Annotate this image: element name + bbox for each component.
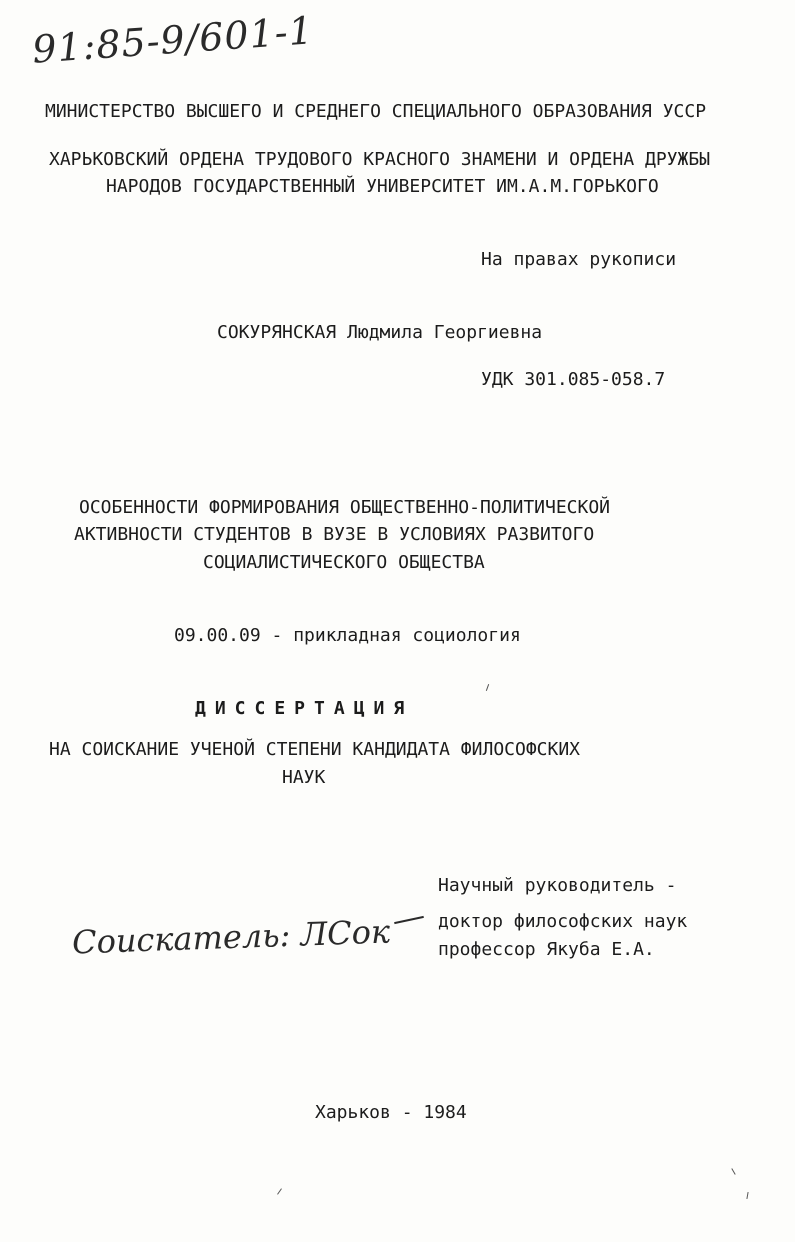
supervisor-line2: доктор философских наук bbox=[438, 911, 688, 932]
scan-speck bbox=[277, 1188, 282, 1194]
dissertation-title-line1: ОСОБЕННОСТИ ФОРМИРОВАНИЯ ОБЩЕСТВЕННО-ПОЛИТИЧЕСКОЙ bbox=[79, 497, 611, 518]
author-name: СОКУРЯНСКАЯ Людмила Георгиевна bbox=[217, 322, 543, 343]
dissertation-title-line3: СОЦИАЛИСТИЧЕСКОГО ОБЩЕСТВА bbox=[203, 552, 485, 573]
specialty-code: 09.00.09 - прикладная социология bbox=[174, 625, 521, 646]
scan-speck bbox=[486, 684, 489, 691]
supervisor-line3: профессор Якуба Е.А. bbox=[438, 939, 655, 960]
dissertation-title-line2: АКТИВНОСТИ СТУДЕНТОВ В ВУЗЕ В УСЛОВИЯХ РАЗВИТОГО bbox=[74, 524, 595, 545]
scan-speck bbox=[746, 1192, 748, 1199]
archive-handwritten-mark: 91:85-9/601-1 bbox=[30, 8, 316, 72]
applicant-signature: Соискатель: ЛСок bbox=[71, 912, 391, 962]
place-and-year: Харьков - 1984 bbox=[315, 1102, 467, 1123]
ministry-header: МИНИСТЕРСТВО ВЫСШЕГО И СРЕДНЕГО СПЕЦИАЛЬНОГО ОБРАЗОВАНИЯ УССР bbox=[45, 101, 707, 122]
degree-line1: НА СОИСКАНИЕ УЧЕНОЙ СТЕПЕНИ КАНДИДАТА ФИЛОСОФСКИХ bbox=[49, 739, 581, 760]
supervisor-line1: Научный руководитель - bbox=[438, 875, 677, 896]
university-name-line1: ХАРЬКОВСКИЙ ОРДЕНА ТРУДОВОГО КРАСНОГО ЗНАМЕНИ И ОРДЕНА ДРУЖБЫ bbox=[49, 149, 711, 170]
udc-code: УДК 301.085-058.7 bbox=[481, 369, 666, 390]
degree-line2: НАУК bbox=[282, 767, 326, 788]
scan-speck bbox=[731, 1168, 735, 1175]
manuscript-rights-note: На правах рукописи bbox=[481, 249, 677, 270]
dissertation-heading: ДИССЕРТАЦИЯ bbox=[195, 698, 414, 719]
signature-dash-stroke bbox=[394, 916, 424, 924]
university-name-line2: НАРОДОВ ГОСУДАРСТВЕННЫЙ УНИВЕРСИТЕТ ИМ.А.М.ГОРЬКОГО bbox=[106, 176, 659, 197]
